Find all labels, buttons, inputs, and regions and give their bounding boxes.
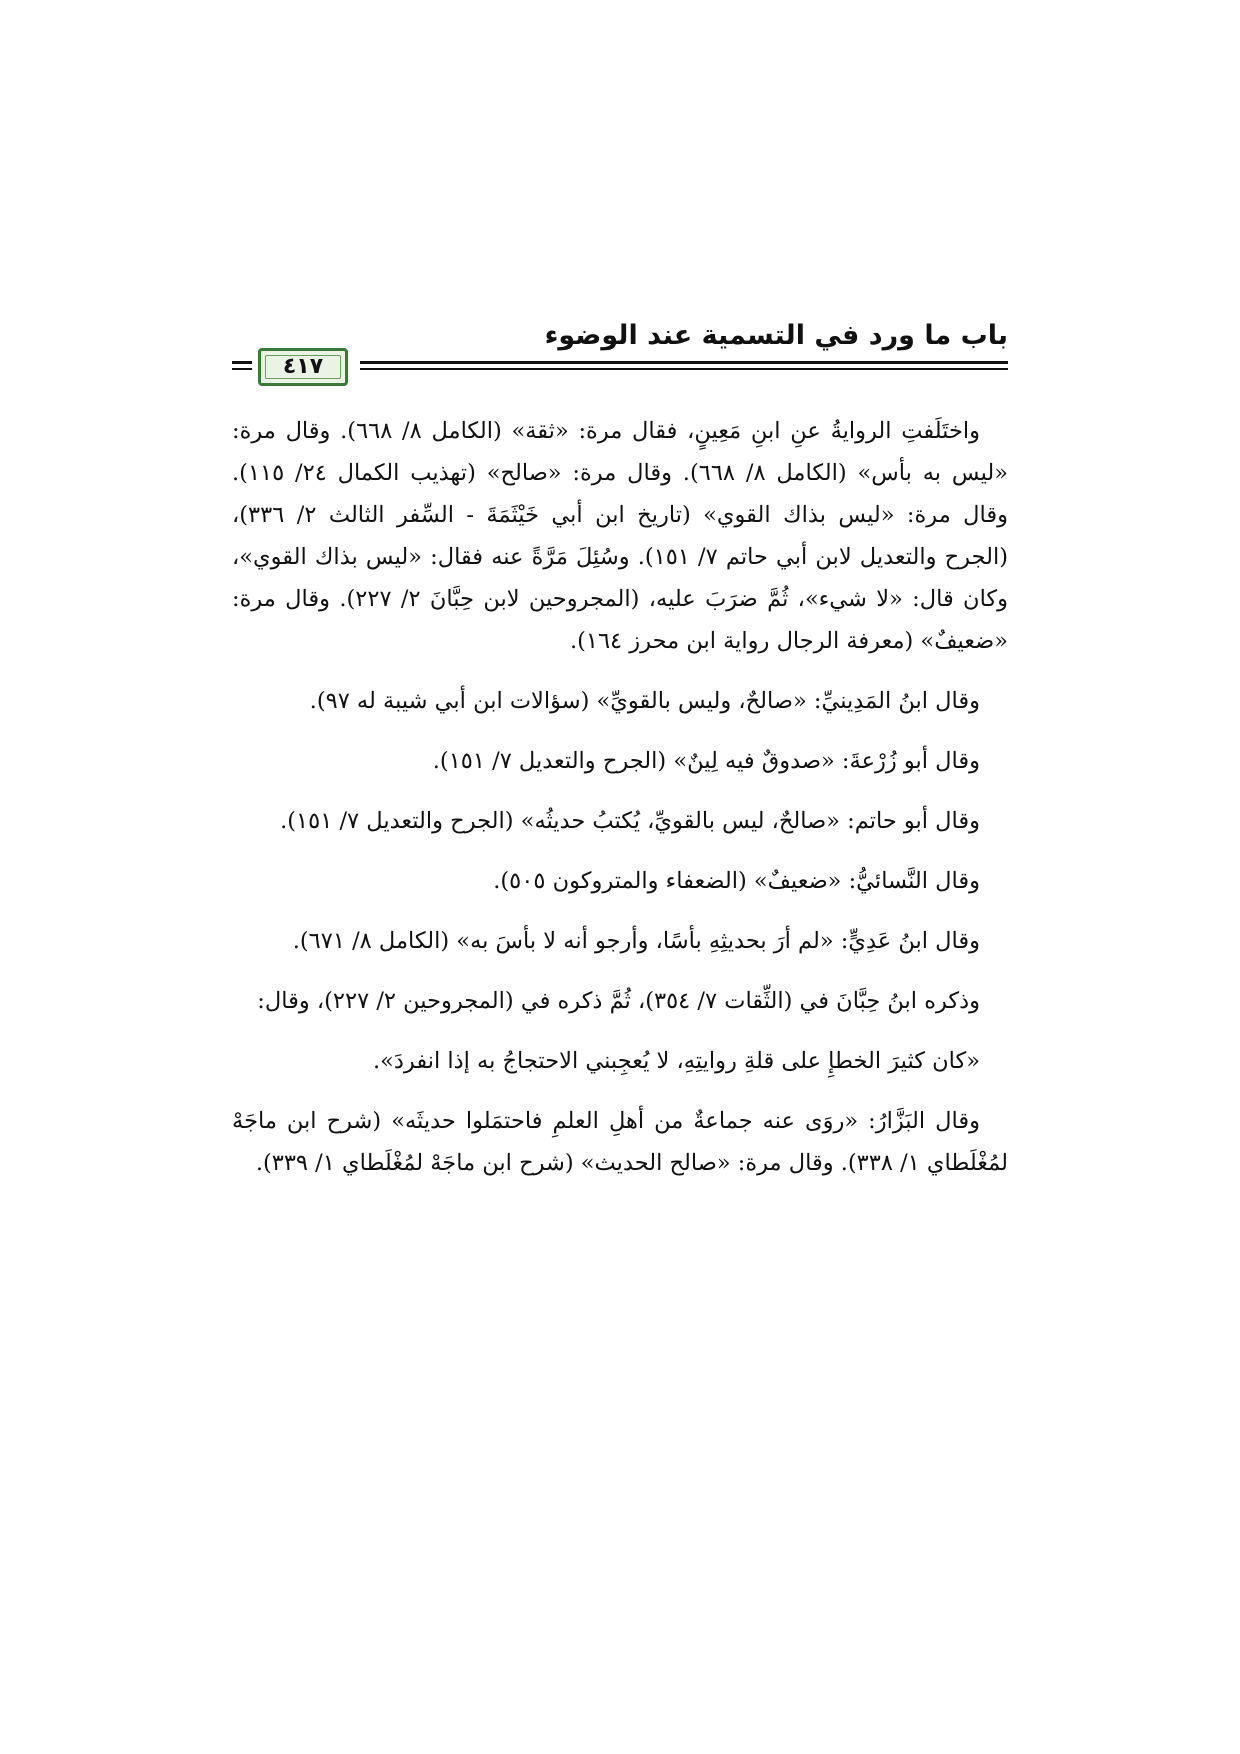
chapter-title: باب ما ورد في التسمية عند الوضوء — [544, 320, 1008, 351]
page-body — [232, 410, 1008, 1202]
paragraph-ibn-madini: وقال ابنُ المَدِينيِّ: «صالحٌ، وليس بالقويِّ» (سؤالات ابن أبي شيبة له ٩٧). — [309, 688, 980, 714]
paragraph-abu-hatim: وقال أبو حاتم: «صالحٌ، ليس بالقويِّ، يُكتبُ حديثُه» (الجرح والتعديل ٧/ ١٥١). — [280, 808, 980, 834]
page-header — [232, 316, 1008, 388]
header-rule-thin — [360, 368, 1008, 370]
header-rule-left-thick — [232, 361, 252, 364]
paragraph-abu-zura: وقال أبو زُرْعةَ: «صدوقٌ فيه لِينٌ» (الجرح والتعديل ٧/ ١٥١). — [432, 748, 980, 774]
header-rule-left-thin — [232, 368, 252, 370]
paragraph-ibn-hibban: وذكره ابنُ حِبَّانَ في (الثِّقات ٧/ ٣٥٤)، ثُمَّ ذكره في (المجروحين ٢/ ٢٢٧)، وقال: — [257, 988, 980, 1014]
paragraph-nasai: وقال النَّسائيُّ: «ضعيفٌ» (الضعفاء والمتروكون ٥٠٥). — [493, 868, 980, 894]
paragraph-ibn-adi: وقال ابنُ عَدِيٍّ: «لم أرَ بحديثِهِ بأسًا، وأرجو أنه لا بأسَ به» (الكامل ٨/ ٦٧١). — [292, 928, 980, 954]
header-rule-thick — [360, 361, 1008, 364]
paragraph-ibn-maeen: واختَلَفتِ الروايةُ عنِ ابنِ مَعِينٍ، فقال مرة: «ثقة» (الكامل ٨/ ٦٦٨). وقال مرة: «ليس به بأس» (الكامل ٨/ ٦٦٨). وقال مرة: «صالح» (تهذيب الكمال ٢٤/ ١١٥). وقال مرة: «ليس بذاك القوي» (تاريخ ابن أبي خَيْثَمَةَ - السِّفر الثالث ٢/ ٣٣٦)، (الجرح والتعديل لابن أبي حاتم ٧/ ١٥١). وسُئِلَ مَرَّةً عنه فقال: «ليس بذاك القوي»، وكان قال: «لا شيء»، ثُمَّ ضرَبَ عليه، (المجروحين لابن حِبَّانَ ٢/ ٢٢٧). وقال مرة: «ضعيفٌ» (معرفة الرجال رواية ابن محرز ١٦٤). — [232, 418, 1009, 654]
paragraph-bazzar: وقال البَزَّارُ: «روَى عنه جماعةٌ من أهلِ العلمِ فاحتمَلوا حديثَه» (شرح ابن ماجَهْ لمُغْلَطاي ١/ ٣٣٨). وقال مرة: «صالح الحديث» (شرح ابن ماجَهْ لمُغْلَطاي ١/ ٣٣٩). — [232, 1108, 1008, 1176]
paragraph-ibn-hibban-quote: «كان كثيرَ الخطإِ على قلةِ روايتِهِ، لا يُعجِبني الاحتجاجُ به إذا انفردَ». — [372, 1048, 980, 1074]
page-number: ٤١٧ — [282, 354, 324, 379]
page-number-frame — [258, 348, 348, 386]
